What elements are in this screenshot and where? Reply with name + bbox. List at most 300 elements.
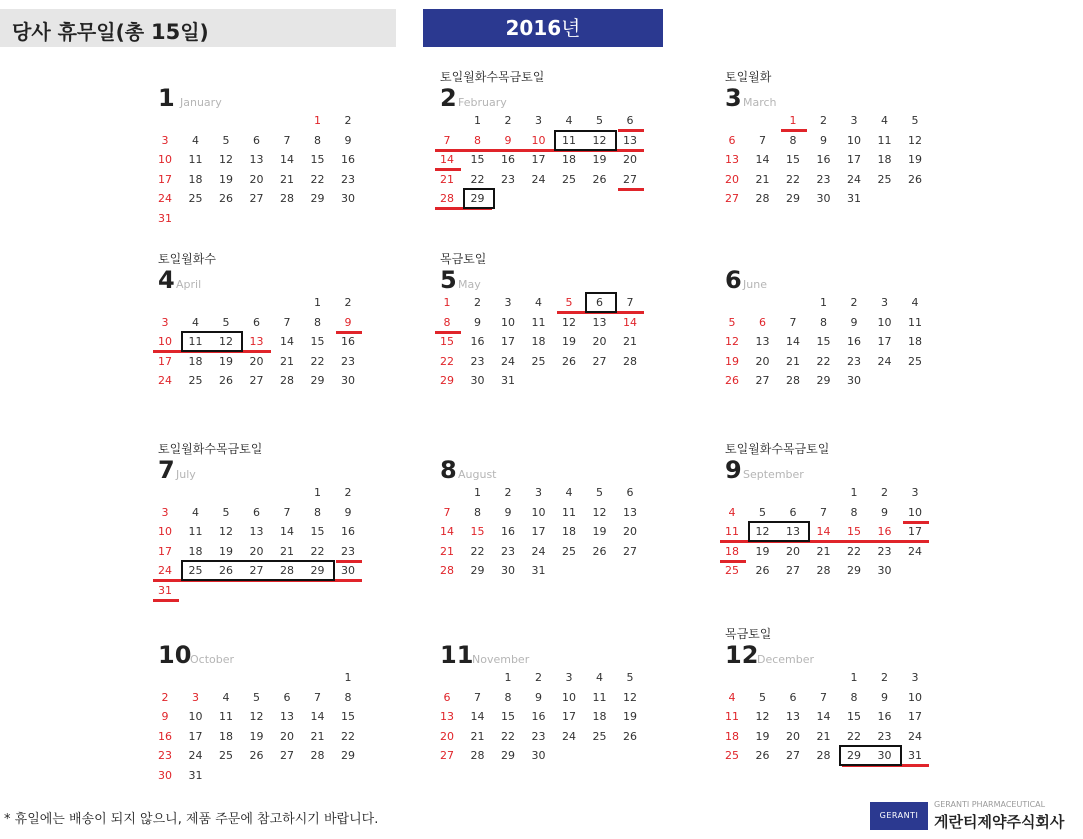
calendar-day: 28 xyxy=(310,749,325,762)
calendar-day: 20 xyxy=(440,729,454,743)
calendar-day: 9 xyxy=(850,315,858,329)
calendar-day: 1 xyxy=(850,486,858,499)
calendar-day: 20 xyxy=(623,525,637,538)
calendar-day: 30 xyxy=(341,374,355,387)
calendar-day: 31 xyxy=(908,749,922,762)
month-number: 7 xyxy=(158,456,175,484)
calendar-day: 19 xyxy=(592,153,607,166)
closed-day-box xyxy=(463,188,495,209)
calendar-day: 30 xyxy=(158,768,172,782)
calendar-day: 18 xyxy=(188,354,203,368)
calendar-day: 15 xyxy=(470,525,485,538)
calendar-day: 29 xyxy=(470,192,485,205)
calendar-day: 2 xyxy=(820,114,827,127)
calendar-day: 16 xyxy=(158,729,172,743)
calendar-day: 13 xyxy=(623,133,637,147)
calendar-day: 15 xyxy=(470,153,485,166)
calendar-day: 13 xyxy=(592,315,607,329)
month-march xyxy=(725,68,975,258)
calendar-day: 14 xyxy=(755,153,770,166)
calendar-day: 21 xyxy=(816,544,831,558)
calendar-day: 1 xyxy=(443,296,451,309)
calendar-day: 29 xyxy=(310,192,325,205)
calendar-day: 22 xyxy=(816,354,831,368)
calendar-day: 23 xyxy=(877,729,892,743)
calendar-day: 23 xyxy=(158,749,172,762)
calendar-day: 30 xyxy=(470,374,485,387)
closed-day-box xyxy=(181,560,335,581)
calendar-day: 6 xyxy=(443,690,451,704)
calendar-day: 2 xyxy=(474,296,481,309)
calendar-day: 1 xyxy=(314,486,321,499)
calendar-day: 19 xyxy=(623,710,637,723)
closed-day-box xyxy=(181,331,244,352)
calendar-day: 15 xyxy=(341,710,355,723)
calendar-day: 20 xyxy=(725,172,739,186)
calendar-day: 8 xyxy=(443,315,451,329)
calendar-day: 1 xyxy=(850,671,858,684)
logo-badge: GERANTI xyxy=(870,802,928,830)
calendar-day: 17 xyxy=(158,354,172,368)
weekday-note: 토일월화수목금토일 xyxy=(725,442,830,456)
calendar-day: 27 xyxy=(249,564,264,577)
calendar-day: 9 xyxy=(820,133,827,147)
calendar-day: 28 xyxy=(280,192,294,205)
calendar-day: 17 xyxy=(158,544,172,558)
calendar-day: 4 xyxy=(728,505,736,519)
calendar-day: 24 xyxy=(531,172,546,186)
calendar-day: 4 xyxy=(192,505,199,519)
calendar-day: 12 xyxy=(219,335,233,348)
calendar-day: 17 xyxy=(847,153,861,166)
calendar-day: 17 xyxy=(531,153,546,166)
calendar-day: 23 xyxy=(816,172,831,186)
calendar-day: 10 xyxy=(908,505,922,519)
calendar-day: 5 xyxy=(728,315,736,329)
calendar-day: 18 xyxy=(725,544,739,558)
calendar-day: 29 xyxy=(847,564,861,577)
calendar-day: 6 xyxy=(789,690,797,704)
calendar-day: 4 xyxy=(222,690,230,704)
logo-company-name: 게란티제약주식회사 xyxy=(934,813,1065,831)
calendar-day: 25 xyxy=(562,172,576,186)
calendar-day: 26 xyxy=(908,172,922,186)
calendar-day: 11 xyxy=(725,525,739,538)
calendar-day: 5 xyxy=(626,671,634,684)
calendar-day: 22 xyxy=(310,354,325,368)
month-february xyxy=(440,68,690,258)
calendar-day: 12 xyxy=(755,710,770,723)
calendar-day: 28 xyxy=(755,192,770,205)
calendar-day: 8 xyxy=(850,505,858,519)
calendar-day: 30 xyxy=(877,749,892,762)
month-number: 10 xyxy=(158,641,192,669)
month-may xyxy=(440,250,690,440)
calendar-day: 20 xyxy=(786,729,800,743)
calendar-day: 1 xyxy=(314,114,321,127)
holiday-underline xyxy=(336,560,362,563)
calendar-day: 26 xyxy=(623,729,637,743)
year-suffix: 년 xyxy=(561,16,581,40)
holiday-underline xyxy=(435,168,461,171)
month-name: November xyxy=(472,653,530,666)
calendar-day: 29 xyxy=(786,192,800,205)
calendar-day: 24 xyxy=(908,729,922,743)
calendar-day: 2 xyxy=(161,690,169,704)
holiday-underline xyxy=(618,129,644,132)
month-number: 1 xyxy=(158,84,175,112)
calendar-day: 4 xyxy=(535,296,542,309)
closed-day-box xyxy=(748,521,811,542)
calendar-day: 21 xyxy=(280,354,294,368)
month-name: March xyxy=(743,96,777,109)
calendar-day: 12 xyxy=(592,133,607,147)
weekday-note: 토일월화수목금토일 xyxy=(158,442,263,456)
calendar-day: 9 xyxy=(504,505,512,519)
month-number: 11 xyxy=(440,641,474,669)
calendar-day: 23 xyxy=(501,172,515,186)
calendar-day: 5 xyxy=(759,690,766,704)
calendar-day: 7 xyxy=(626,296,634,309)
calendar-day: 27 xyxy=(280,749,294,762)
calendar-day: 16 xyxy=(341,153,355,166)
calendar-day: 10 xyxy=(847,133,861,147)
calendar-day: 7 xyxy=(789,315,797,329)
calendar-day: 3 xyxy=(161,133,169,147)
calendar-day: 20 xyxy=(249,172,264,186)
calendar-day: 28 xyxy=(786,374,800,387)
calendar-day: 14 xyxy=(470,710,485,723)
calendar-day: 19 xyxy=(755,729,770,743)
calendar-day: 18 xyxy=(908,335,922,348)
calendar-day: 26 xyxy=(592,544,607,558)
calendar-day: 31 xyxy=(158,583,172,597)
calendar-day: 18 xyxy=(531,335,546,348)
calendar-day: 19 xyxy=(249,729,264,743)
month-number: 12 xyxy=(725,641,759,669)
calendar-day: 23 xyxy=(341,172,355,186)
calendar-day: 18 xyxy=(219,729,233,743)
calendar-day: 8 xyxy=(314,315,321,329)
calendar-day: 18 xyxy=(725,729,739,743)
calendar-day: 13 xyxy=(786,525,800,538)
calendar-day: 24 xyxy=(158,374,172,387)
month-name: August xyxy=(458,468,497,481)
calendar-day: 17 xyxy=(908,710,922,723)
calendar-day: 26 xyxy=(219,192,233,205)
calendar-day: 11 xyxy=(725,710,739,723)
calendar-day: 28 xyxy=(440,192,454,205)
calendar-day: 13 xyxy=(786,710,800,723)
calendar-day: 6 xyxy=(253,133,260,147)
calendar-day: 1 xyxy=(474,486,481,499)
calendar-day: 21 xyxy=(786,354,800,368)
calendar-day: 7 xyxy=(314,690,321,704)
calendar-day: 7 xyxy=(759,133,766,147)
calendar-day: 22 xyxy=(310,172,325,186)
title-count: 15 xyxy=(151,20,181,44)
calendar-day: 10 xyxy=(158,335,172,348)
month-number: 6 xyxy=(725,266,742,294)
calendar-day: 4 xyxy=(565,486,573,499)
calendar-day: 27 xyxy=(249,374,264,387)
calendar-day: 25 xyxy=(725,564,739,577)
calendar-day: 29 xyxy=(310,374,325,387)
month-august xyxy=(440,440,690,630)
calendar-day: 10 xyxy=(531,133,546,147)
calendar-day: 28 xyxy=(623,354,637,368)
calendar-day: 26 xyxy=(592,172,607,186)
calendar-day: 12 xyxy=(249,710,264,723)
calendar-day: 28 xyxy=(816,749,831,762)
calendar-day: 14 xyxy=(310,710,325,723)
calendar-day: 22 xyxy=(786,172,800,186)
month-name: January xyxy=(180,96,222,109)
calendar-day: 15 xyxy=(816,335,831,348)
calendar-day: 25 xyxy=(877,172,892,186)
calendar-day: 9 xyxy=(881,505,888,519)
calendar-day: 21 xyxy=(280,172,294,186)
calendar-day: 13 xyxy=(249,335,264,348)
calendar-day: 16 xyxy=(501,525,515,538)
calendar-day: 21 xyxy=(310,729,325,743)
calendar-day: 15 xyxy=(786,153,800,166)
calendar-day: 21 xyxy=(280,544,294,558)
calendar-day: 9 xyxy=(474,315,481,329)
calendar-day: 26 xyxy=(249,749,264,762)
month-november xyxy=(440,625,690,815)
calendar-day: 5 xyxy=(253,690,260,704)
month-name: April xyxy=(176,278,202,291)
calendar-day: 20 xyxy=(249,544,264,558)
calendar-day: 13 xyxy=(249,525,264,538)
month-name: December xyxy=(757,653,815,666)
calendar-day: 16 xyxy=(501,153,515,166)
calendar-day: 31 xyxy=(188,768,203,782)
calendar-day: 9 xyxy=(344,505,352,519)
calendar-day: 19 xyxy=(725,354,739,368)
calendar-day: 30 xyxy=(341,192,355,205)
calendar-day: 25 xyxy=(188,564,203,577)
calendar-day: 26 xyxy=(219,564,233,577)
calendar-day: 28 xyxy=(280,374,294,387)
calendar-day: 20 xyxy=(592,335,607,348)
month-number: 9 xyxy=(725,456,742,484)
calendar-day: 31 xyxy=(501,374,515,387)
weekday-note: 목금토일 xyxy=(725,627,772,641)
calendar-day: 15 xyxy=(847,710,861,723)
calendar-day: 8 xyxy=(314,505,321,519)
calendar-day: 17 xyxy=(908,525,922,538)
calendar-day: 5 xyxy=(222,505,230,519)
month-name: May xyxy=(458,278,481,291)
calendar-day: 29 xyxy=(816,374,831,387)
calendar-day: 6 xyxy=(759,315,766,329)
calendar-day: 6 xyxy=(626,114,634,127)
calendar-day: 3 xyxy=(911,486,919,499)
calendar-day: 16 xyxy=(877,525,892,538)
calendar-day: 24 xyxy=(908,544,922,558)
calendar-day: 16 xyxy=(877,710,892,723)
calendar-day: 19 xyxy=(219,172,233,186)
calendar-day: 17 xyxy=(531,525,546,538)
month-june xyxy=(725,250,975,440)
calendar-day: 8 xyxy=(474,505,481,519)
month-name: June xyxy=(743,278,767,291)
calendar-day: 10 xyxy=(531,505,546,519)
calendar-day: 10 xyxy=(562,690,576,704)
calendar-day: 25 xyxy=(531,354,546,368)
calendar-day: 11 xyxy=(188,335,203,348)
calendar-day: 27 xyxy=(592,354,607,368)
title-banner xyxy=(0,9,396,47)
month-december xyxy=(725,625,975,815)
calendar-day: 24 xyxy=(188,749,203,762)
calendar-day: 29 xyxy=(847,749,861,762)
calendar-day: 2 xyxy=(504,486,512,499)
calendar-day: 9 xyxy=(881,690,888,704)
calendar-day: 16 xyxy=(341,335,355,348)
calendar-day: 7 xyxy=(820,505,827,519)
calendar-day: 25 xyxy=(592,729,607,743)
calendar-day: 20 xyxy=(280,729,294,743)
calendar-day: 23 xyxy=(341,354,355,368)
calendar-day: 3 xyxy=(161,315,169,329)
year-banner xyxy=(423,9,663,47)
calendar-day: 27 xyxy=(249,192,264,205)
calendar-day: 5 xyxy=(565,296,573,309)
calendar-day: 25 xyxy=(908,354,922,368)
calendar-day: 19 xyxy=(755,544,770,558)
calendar-day: 26 xyxy=(725,374,739,387)
calendar-day: 6 xyxy=(789,505,797,519)
calendar-day: 24 xyxy=(562,729,576,743)
calendar-day: 22 xyxy=(470,544,485,558)
holiday-underline xyxy=(336,331,362,334)
calendar-day: 12 xyxy=(755,525,770,538)
calendar-day: 2 xyxy=(344,296,352,309)
calendar-day: 30 xyxy=(877,564,892,577)
calendar-day: 3 xyxy=(504,296,512,309)
calendar-day: 18 xyxy=(188,544,203,558)
month-april xyxy=(158,250,408,440)
calendar-day: 7 xyxy=(443,133,451,147)
calendar-day: 2 xyxy=(344,114,352,127)
weekday-note: 토일월화 xyxy=(725,70,772,84)
calendar-day: 17 xyxy=(877,335,892,348)
calendar-day: 4 xyxy=(192,315,199,329)
calendar-day: 9 xyxy=(535,690,542,704)
calendar-day: 11 xyxy=(188,153,203,166)
calendar-day: 23 xyxy=(531,729,546,743)
calendar-day: 10 xyxy=(877,315,892,329)
calendar-day: 12 xyxy=(725,335,739,348)
calendar-day: 20 xyxy=(786,544,800,558)
calendar-day: 6 xyxy=(253,315,260,329)
calendar-day: 3 xyxy=(565,671,573,684)
calendar-day: 8 xyxy=(344,690,352,704)
calendar-day: 15 xyxy=(310,525,325,538)
calendar-day: 7 xyxy=(283,315,291,329)
calendar-day: 5 xyxy=(911,114,919,127)
calendar-day: 7 xyxy=(283,505,291,519)
holiday-underline xyxy=(435,331,461,334)
calendar-day: 27 xyxy=(786,749,800,762)
calendar-day: 23 xyxy=(470,354,485,368)
calendar-day: 10 xyxy=(158,153,172,166)
closed-day-box xyxy=(585,292,617,313)
calendar-day: 14 xyxy=(816,710,831,723)
calendar-day: 26 xyxy=(219,374,233,387)
title-prefix: 당사 휴무일(총 xyxy=(12,20,151,44)
month-october xyxy=(158,625,408,815)
calendar-day: 25 xyxy=(219,749,233,762)
calendar-day: 7 xyxy=(443,505,451,519)
calendar-day: 18 xyxy=(592,710,607,723)
holiday-underline xyxy=(720,560,746,563)
calendar-day: 3 xyxy=(881,296,888,309)
calendar-day: 15 xyxy=(310,335,325,348)
calendar-day: 21 xyxy=(755,172,770,186)
calendar-day: 18 xyxy=(562,525,576,538)
calendar-day: 16 xyxy=(341,525,355,538)
calendar-day: 30 xyxy=(341,564,355,577)
calendar-day: 22 xyxy=(847,544,861,558)
calendar-day: 18 xyxy=(188,172,203,186)
calendar-day: 20 xyxy=(623,153,637,166)
calendar-day: 15 xyxy=(501,710,515,723)
calendar-day: 29 xyxy=(501,749,515,762)
holiday-underline xyxy=(153,599,179,602)
holiday-underline xyxy=(781,129,807,132)
calendar-day: 26 xyxy=(755,749,770,762)
calendar-day: 16 xyxy=(847,335,861,348)
calendar-day: 2 xyxy=(504,114,512,127)
calendar-day: 14 xyxy=(280,153,294,166)
calendar-day: 13 xyxy=(755,335,770,348)
calendar-day: 11 xyxy=(188,525,203,538)
calendar-day: 7 xyxy=(474,690,481,704)
calendar-day: 1 xyxy=(789,114,797,127)
calendar-day: 16 xyxy=(470,335,485,348)
title-suffix: 일) xyxy=(180,20,209,44)
calendar-day: 1 xyxy=(344,671,352,684)
calendar-day: 31 xyxy=(847,192,861,205)
calendar-day: 27 xyxy=(623,172,637,186)
calendar-day: 22 xyxy=(440,354,454,368)
calendar-day: 27 xyxy=(440,749,454,762)
calendar-day: 22 xyxy=(310,544,325,558)
month-name: July xyxy=(176,468,196,481)
calendar-day: 26 xyxy=(562,354,576,368)
calendar-day: 25 xyxy=(562,544,576,558)
calendar-day: 17 xyxy=(188,729,203,743)
calendar-day: 19 xyxy=(219,544,233,558)
calendar-day: 4 xyxy=(565,114,573,127)
calendar-day: 29 xyxy=(440,374,454,387)
year-value: 2016 xyxy=(505,16,562,40)
calendar-day: 6 xyxy=(253,505,260,519)
calendar-day: 19 xyxy=(219,354,233,368)
calendar-day: 11 xyxy=(877,133,892,147)
calendar-day: 27 xyxy=(786,564,800,577)
calendar-day: 3 xyxy=(535,486,542,499)
calendar-day: 6 xyxy=(728,133,736,147)
calendar-day: 1 xyxy=(314,296,321,309)
calendar-day: 24 xyxy=(501,354,515,368)
month-number: 4 xyxy=(158,266,175,294)
calendar-day: 4 xyxy=(596,671,603,684)
